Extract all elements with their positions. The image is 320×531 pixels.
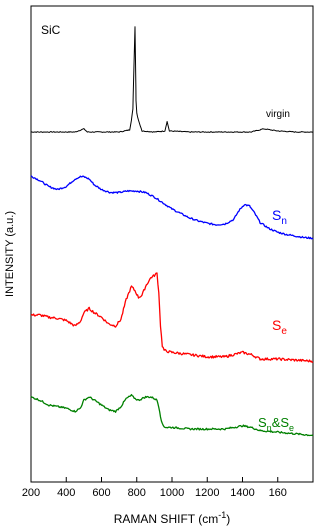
series-label-sn (272, 207, 287, 227)
series-label-virgin: virgin (266, 109, 290, 120)
x-tick-label-1000: 1000 (159, 487, 185, 499)
series-label-se-main: S (272, 317, 282, 333)
x-tick-label-1600: 160 (268, 487, 287, 499)
series-label-snse (258, 415, 294, 433)
series-label-se (272, 317, 287, 337)
x-axis-label (114, 510, 230, 526)
series-line-sn (31, 176, 313, 239)
x-axis-label-close: ) (226, 512, 231, 526)
series-label-se-sub: e (281, 326, 287, 337)
x-axis-ticks (31, 477, 278, 482)
series-line-se (31, 273, 313, 362)
series-lines (31, 27, 313, 436)
series-label-snse-tail: &S (271, 415, 290, 430)
sample-label: SiC (41, 23, 61, 37)
series-label-snse-main: S (258, 415, 267, 430)
x-axis-label-sup: -1 (218, 510, 227, 520)
x-tick-label-800: 800 (127, 487, 146, 499)
y-axis-label: INTENSITY (a.u.) (4, 211, 16, 297)
series-label-sn-main: S (272, 207, 282, 223)
x-axis-tick-labels (22, 487, 287, 499)
x-tick-label-400: 400 (57, 487, 76, 499)
series-label-snse-sub: n (266, 423, 272, 433)
x-tick-label-1400: 1400 (230, 487, 255, 499)
x-tick-label-600: 600 (92, 487, 111, 499)
x-axis-label-main: RAMAN SHIFT (cm (113, 512, 219, 526)
x-tick-label-1200: 1200 (195, 487, 220, 499)
x-tick-label-200: 200 (21, 487, 41, 499)
series-label-sn-sub: n (281, 216, 287, 227)
series-label-snse-sub2: e (289, 423, 295, 433)
